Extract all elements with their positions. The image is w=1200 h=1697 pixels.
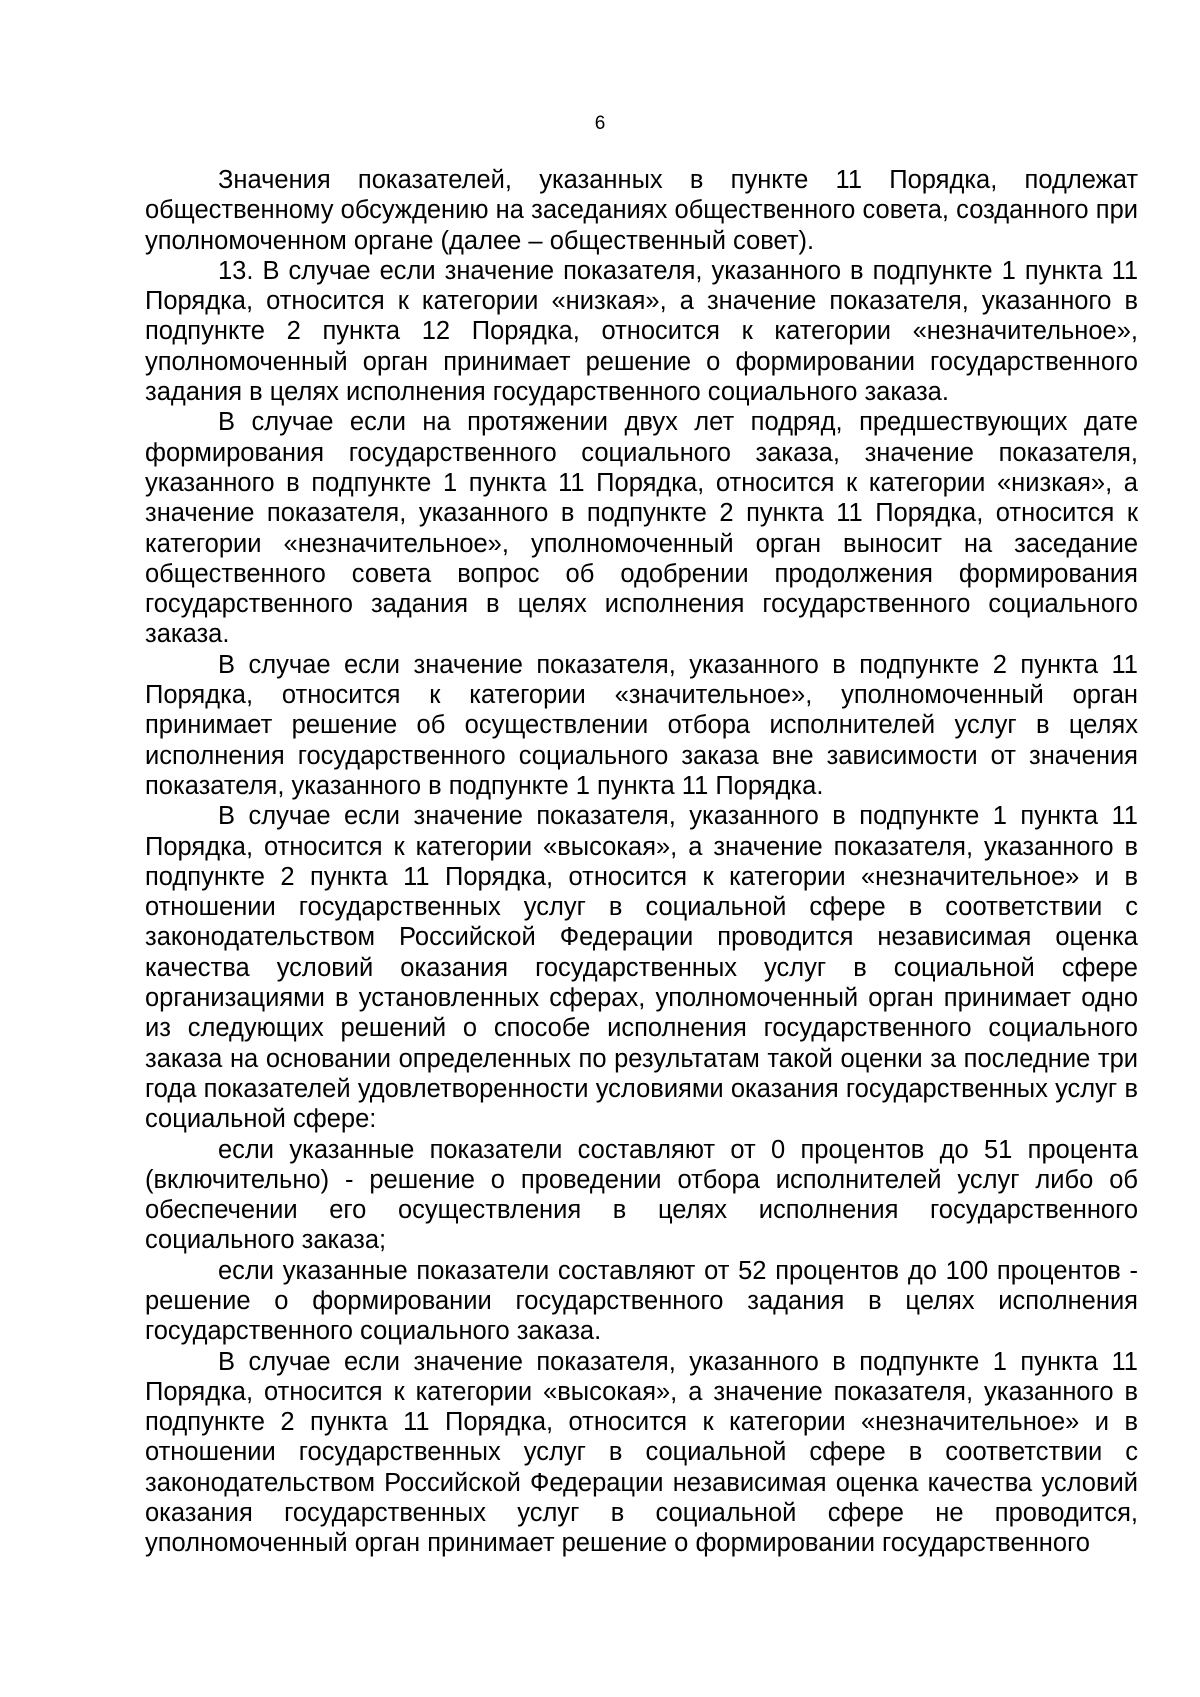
- page-number: 6: [594, 113, 606, 134]
- paragraph: если указанные показатели составляют от 0 процентов до 51 процента (включительно) - решение о проведении отбора исполнителей услуг либо об обеспечении его осуществления в целях исполнения государственного социального заказа;: [145, 1135, 1138, 1255]
- paragraph: В случае если значение показателя, указанного в подпункте 1 пункта 11 Порядка, относится к категории «высокая», а значение показателя, указанного в подпункте 2 пункта 11 Порядка, относится к категории «незначительное» и в отношении государственных услуг в социальной сфере в соответствии с законодательством Российской Федерации независимая оценка качества условий оказания государственных услуг в социальной сфере не проводится, уполномоченный орган принимает решение о формировании государственного: [145, 1347, 1138, 1558]
- paragraph: В случае если значение показателя, указанного в подпункте 1 пункта 11 Порядка, относится к категории «высокая», а значение показателя, указанного в подпункте 2 пункта 11 Порядка, относится к категории «незначительное» и в отношении государственных услуг в социальной сфере в соответствии с законодательством Российской Федерации проводится независимая оценка качества условий оказания государственных услуг в социальной сфере организациями в установленных сферах, уполномоченный орган принимает одно из следующих решений о способе исполнения государственного социального заказа на основании определенных по результатам такой оценки за последние три года показателей удовлетворенности условиями оказания государственных услуг в социальной сфере:: [145, 802, 1138, 1134]
- paragraph: 13. В случае если значение показателя, указанного в подпункте 1 пункта 11 Порядка, относится к категории «низкая», а значение показателя, указанного в подпункте 2 пункта 12 Порядка, относится к категории «незначительное», уполномоченный орган принимает решение о формировании государственного задания в целях исполнения государственного социального заказа.: [145, 256, 1138, 407]
- document-body: [145, 165, 1138, 1559]
- paragraph: Значения показателей, указанных в пункте 11 Порядка, подлежат общественному обсуждению на заседаниях общественного совета, созданного при уполномоченном органе (далее – общественный совет).: [145, 166, 1138, 255]
- paragraph: если указанные показатели составляют от 52 процентов до 100 процентов - решение о формировании государственного задания в целях исполнения государственного социального заказа.: [145, 1256, 1138, 1346]
- paragraph: В случае если значение показателя, указанного в подпункте 2 пункта 11 Порядка, относится к категории «значительное», уполномоченный орган принимает решение об осуществлении отбора исполнителей услуг в целях исполнения государственного социального заказа вне зависимости от значения показателя, указанного в подпункте 1 пункта 11 Порядка.: [145, 650, 1138, 800]
- paragraph: В случае если на протяжении двух лет подряд, предшествующих дате формирования государственного социального заказа, значение показателя, указанного в подпункте 1 пункта 11 Порядка, относится к категории «низкая», а значение показателя, указанного в подпункте 2 пункта 11 Порядка, относится к категории «незначительное», уполномоченный орган выносит на заседание общественного совета вопрос об одобрении продолжения формирования государственного задания в целях исполнения государственного социального заказа.: [145, 408, 1138, 649]
